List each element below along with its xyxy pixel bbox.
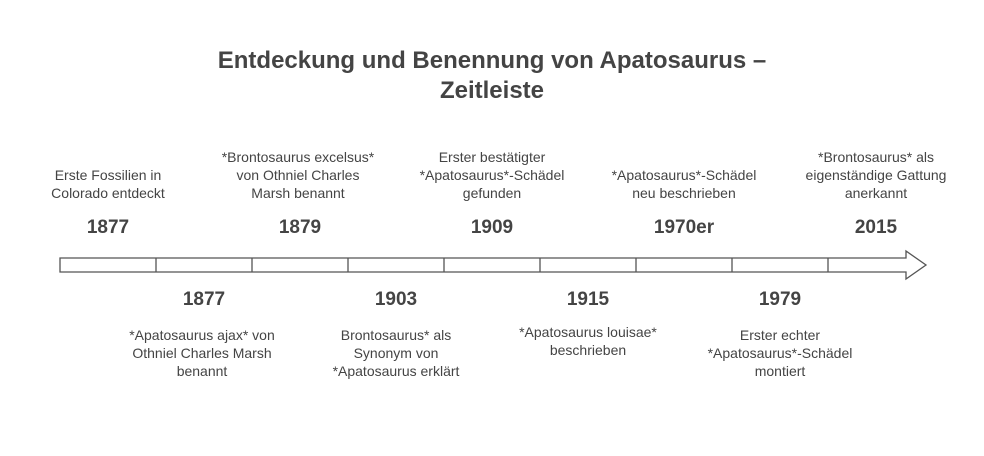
timeline-arrow bbox=[60, 251, 926, 279]
event-text: *Brontosaurus* als eigenständige Gattung anerkannt bbox=[805, 149, 947, 201]
event-text: *Apatosaurus*-Schädel neu beschrieben bbox=[611, 167, 757, 201]
event-year: 1877 bbox=[86, 217, 130, 238]
event-year: 1903 bbox=[374, 289, 418, 310]
title-line-1: Entdeckung und Benennung von Apatosaurus – bbox=[217, 47, 767, 74]
event-year: 1909 bbox=[470, 217, 514, 238]
event-year: 1879 bbox=[278, 217, 322, 238]
event-text: *Brontosaurus excelsus* von Othniel Charles Marsh benannt bbox=[221, 149, 375, 201]
event-text: Erster bestätigter *Apatosaurus*-Schädel gefunden bbox=[419, 149, 565, 201]
event-year: 1877 bbox=[182, 289, 226, 310]
event-text: *Apatosaurus louisae* beschrieben bbox=[519, 324, 657, 358]
title-line-2: Zeitleiste bbox=[439, 77, 545, 104]
event-text: Erster echter *Apatosaurus*-Schädel montiert bbox=[707, 327, 853, 379]
event-text: Erste Fossilien in Colorado entdeckt bbox=[51, 167, 165, 201]
event-text: *Apatosaurus ajax* von Othniel Charles Marsh benannt bbox=[129, 327, 275, 379]
event-year: 1979 bbox=[758, 289, 802, 310]
event-year: 1915 bbox=[566, 289, 610, 310]
event-text: Brontosaurus* als Synonym von *Apatosaurus erklärt bbox=[332, 327, 460, 379]
event-year: 2015 bbox=[854, 217, 898, 238]
event-year: 1970er bbox=[653, 217, 715, 238]
